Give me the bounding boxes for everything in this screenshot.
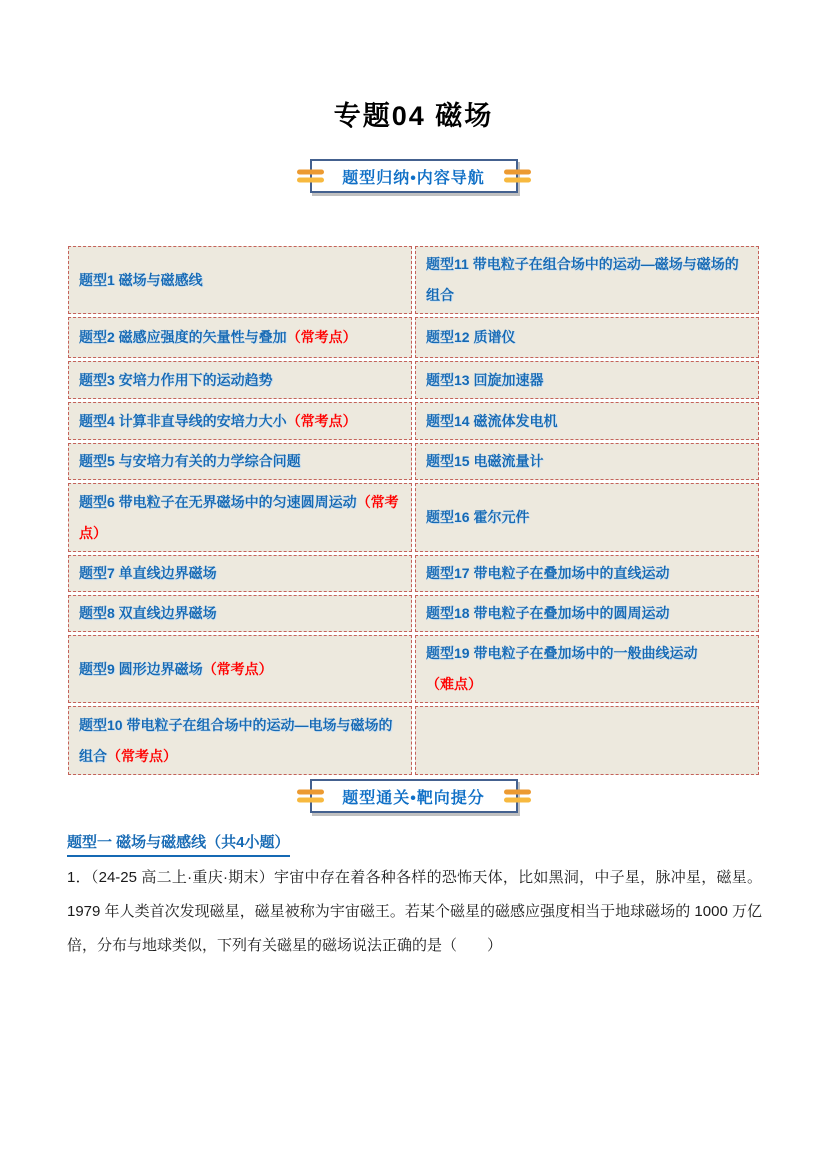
topic-cell [68, 246, 412, 314]
topic-label: 题型15 电磁流量计 [426, 453, 544, 469]
topic-label: 题型19 带电粒子在叠加场中的一般曲线运动 [426, 645, 698, 661]
topic-label: 题型2 磁感应强度的矢量性与叠加 [79, 329, 287, 345]
topic-nav-table [65, 243, 762, 778]
topic-cell [68, 706, 412, 775]
topic-label: 题型5 与安培力有关的力学综合问题 [79, 453, 301, 469]
topic-cell [68, 361, 412, 399]
topic-cell [415, 443, 759, 480]
banner-practice [310, 779, 518, 813]
topic-tag: （难点） [426, 676, 482, 692]
topic-cell [68, 483, 412, 552]
topic-label: 题型10 带电粒子在组合场中的运动—电场与磁场的组合 [79, 716, 393, 764]
topic-label: 题型16 霍尔元件 [426, 509, 530, 525]
bar-bottom-icon [504, 798, 531, 803]
table-row [68, 443, 759, 480]
topic-tag: （常考点） [107, 747, 177, 764]
topic-label: 题型13 回旋加速器 [426, 371, 544, 388]
topic-cell [68, 443, 412, 480]
table-row [68, 402, 759, 440]
table-row [68, 635, 759, 703]
table-row [68, 361, 759, 399]
topic-label: 题型17 带电粒子在叠加场中的直线运动 [426, 565, 670, 581]
topic-tag: （常考点） [286, 329, 357, 345]
topic-cell [415, 635, 759, 703]
topic-label: 题型18 带电粒子在叠加场中的圆周运动 [426, 605, 670, 621]
bar-top-icon [504, 790, 531, 795]
topic-cell [415, 483, 759, 552]
topic-label: 题型4 计算非直导线的安培力大小 [79, 412, 287, 429]
bar-top-icon [297, 790, 324, 795]
bar-bottom-icon [504, 178, 531, 183]
topic-tag: （常考点） [286, 412, 357, 429]
page-title: 专题04 磁场 [333, 101, 494, 131]
topic-label: 题型9 圆形边界磁场 [79, 660, 203, 677]
bar-bottom-icon [297, 178, 324, 183]
banner-nav [310, 159, 518, 193]
table-row [68, 317, 759, 358]
topic-tag: （常考点） [202, 660, 273, 677]
bar-top-icon [504, 170, 531, 175]
topic-label: 题型7 单直线边界磁场 [79, 565, 217, 581]
topic-cell [415, 402, 759, 440]
topic-label: 题型8 双直线边界磁场 [79, 605, 217, 621]
topic-label: 题型3 安培力作用下的运动趋势 [79, 371, 273, 388]
topic-cell [415, 361, 759, 399]
table-row [68, 595, 759, 632]
topic-cell [415, 595, 759, 632]
topic-label: 题型14 磁流体发电机 [426, 412, 558, 429]
orange-bars-icon [504, 790, 531, 803]
topic-cell [68, 595, 412, 632]
orange-bars-icon [297, 170, 324, 183]
topic-label: 题型1 磁场与磁感线 [79, 271, 203, 288]
topic-cell [68, 317, 412, 358]
topic-cell [415, 317, 759, 358]
topic-cell [415, 555, 759, 592]
topic-cell [68, 402, 412, 440]
section-heading [67, 831, 290, 857]
topic-cell [68, 635, 412, 703]
bar-top-icon [297, 170, 324, 175]
orange-bars-icon [297, 790, 324, 803]
topic-cell [68, 555, 412, 592]
topic-label: 题型12 质谱仪 [426, 329, 516, 345]
table-row [68, 706, 759, 775]
table-row [68, 483, 759, 552]
banner-practice-label: 题型通关•靶向提分 [342, 789, 485, 807]
topic-cell [415, 246, 759, 314]
banner-nav-label: 题型归纳•内容导航 [342, 169, 485, 187]
bar-bottom-icon [297, 798, 324, 803]
topic-label: 题型6 带电粒子在无界磁场中的匀速圆周运动 [79, 493, 357, 510]
table-row [68, 246, 759, 314]
table-row [68, 555, 759, 592]
section-heading-label: 题型一 磁场与磁感线（共4小题） [67, 831, 290, 857]
question-text: 1．（24-25 高二上·重庆·期末）宇宙中存在着各种各样的恐怖天体，比如黑洞，中子星，脉冲星，磁星。1979 年人类首次发现磁星，磁星被称为宇宙磁王。若某个磁星的磁感应强度相当于地球磁场的 1000 万亿倍，分布与地球类似，下列有关磁星的磁场说法正确的是（ ） [67, 869, 762, 954]
orange-bars-icon [504, 170, 531, 183]
topic-label: 题型11 带电粒子在组合场中的运动—磁场与磁场的组合 [426, 256, 739, 303]
topic-cell [415, 706, 759, 775]
topic-tag: （常考点） [79, 493, 399, 541]
